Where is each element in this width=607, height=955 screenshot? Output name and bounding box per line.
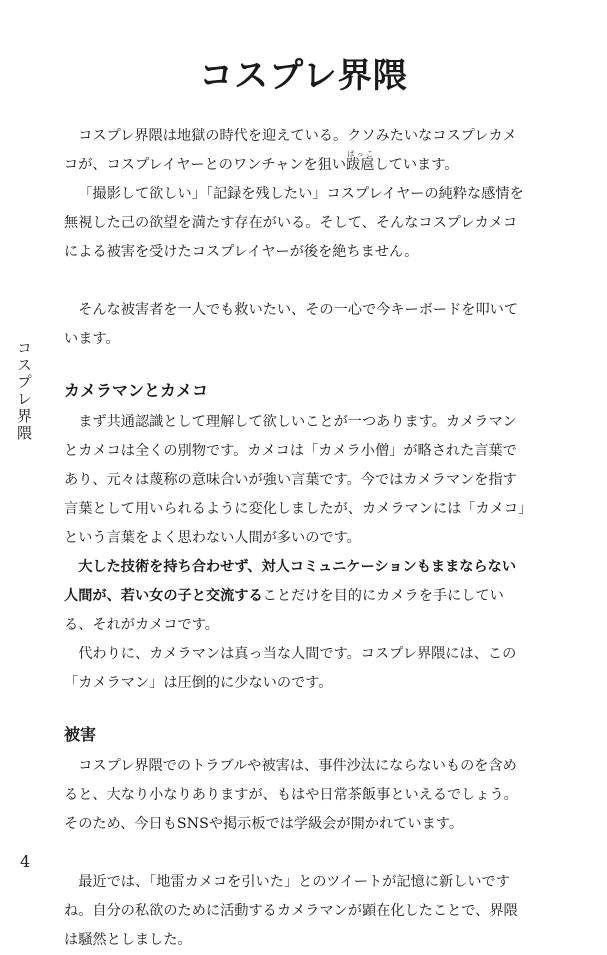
section1-paragraph-2: 大した技術を持ち合わせず、対人コミュニケーションもままならない人間が、若い女の子と交流することだけを目的にカメラを手にしている、それがカメコです。: [64, 559, 517, 633]
section-heading-cameraman: カメラマンとカメコ: [64, 381, 209, 400]
intro-paragraph-3: そんな被害者を一人でも救いたい、その一心で今キーボードを叩いています。: [64, 302, 519, 347]
ruby-annotation: 跋扈ばっこ: [346, 150, 375, 173]
page-title: コスプレ界隈: [199, 56, 408, 96]
section2-paragraph-2: 最近では、「地雷カメコを引いた」とのツイートが記憶に新しいですね。自分の私欲のために活動するカメラマンが顕在化したことで、界隈は騒然としました。: [64, 874, 518, 948]
intro-paragraph-2: 「撮影して欲しい」「記録を残したい」コスプレイヤーの純粋な感情を無視した己の欲望を満たす存在がいる。そして、そんなコスプレカメコによる被害を受けたコスプレイヤーが後を絶ちません。: [64, 186, 524, 260]
section1-paragraph-3: 代わりに、カメラマンは真っ当な人間です。コスプレ界隈には、この「カメラマン」は圧倒的に少ないのです。: [64, 646, 517, 691]
body-text: [64, 122, 530, 955]
emphasis-text: 大した技術を持ち合わせず、対人コミュニケーションもままならない人間が、若い女の子と交流する: [64, 559, 517, 604]
page-number: 4: [20, 852, 31, 871]
section1-paragraph-1: まず共通認識として理解して欲しいことが一つあります。カメラマンとカメコは全くの別物です。カメコは「カメラ小僧」が略された言葉であり、元々は蔑称の意味合いが強い言葉です。今ではカメラマンを指す言葉として用いられるように変化しましたが、カメラマンには「カメコ」という言葉をよく思わない人間が多いのです。: [64, 414, 526, 546]
section2-paragraph-1: コスプレ界隈でのトラブルや被害は、事件沙汰にならないものを含めると、大なり小なりありますが、もはや日常茶飯事といえるでしょう。そのため、今日もSNSや掲示板では学級会が開かれています。: [64, 758, 518, 832]
section-heading-damage: 被害: [64, 725, 97, 744]
running-header: コスプレ界隈: [15, 340, 33, 442]
intro-paragraph-1: コスプレ界隈は地獄の時代を迎えている。クソみたいなコスプレカメコが、コスプレイヤーとのワンチャンを狙い跋扈ばっこしています。: [64, 128, 517, 173]
